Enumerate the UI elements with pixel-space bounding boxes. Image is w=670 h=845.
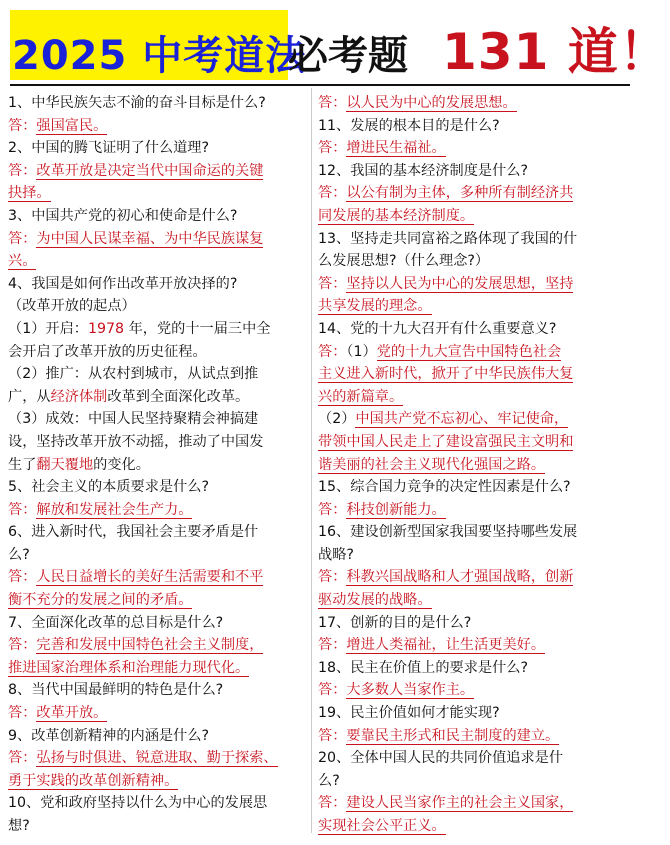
question-line: 8、当代中国最鲜明的特色是什么?: [8, 682, 224, 699]
answer-line: [318, 341, 624, 364]
text-line: [8, 408, 308, 431]
question-line: 7、全面深化改革的总目标是什么?: [8, 614, 224, 631]
answer-label: 答：: [8, 705, 37, 722]
answer-line: [8, 702, 308, 725]
answer-line: [318, 92, 624, 115]
answer-text: 带领中国人民走上了建设富强民主文明和: [318, 433, 574, 450]
text-segment: 的变化。: [93, 456, 150, 473]
text-segment: 生了: [8, 456, 37, 473]
question-line: 10、党和政府坚持以什么为中心的发展思: [8, 795, 268, 812]
text-line: [8, 363, 308, 386]
answer-line: [318, 431, 624, 454]
answer-text: 共享发展的理念。: [318, 298, 432, 315]
answer-text: 弘扬与时俱进、锐意进取、勤于探索、: [36, 750, 278, 767]
answer-line: [8, 499, 308, 522]
text-line: [8, 318, 308, 341]
answer-line: [318, 182, 624, 205]
answer-prefix: （1）: [346, 343, 377, 360]
text-segment: 会开启了改革开放的历史征程。: [8, 343, 207, 360]
question-line: 14、党的十九大召开有什么重要意义?: [318, 320, 557, 337]
answer-label: 答：: [318, 501, 347, 518]
text-segment: （2）推广：从农村到城市，从试点到推: [8, 366, 259, 383]
answer-line: [318, 634, 624, 657]
text-line: [8, 295, 308, 318]
question-line: 4、我国是如何作出改革开放决择的?: [8, 275, 238, 292]
answer-line: [318, 295, 624, 318]
right-column: [318, 92, 624, 838]
answer-line: [318, 205, 624, 228]
question-line: 1、中华民族矢志不渝的奋斗目标是什么?: [8, 95, 266, 111]
question-line: 18、民主在价值上的要求是什么?: [318, 659, 529, 676]
answer-line: [318, 499, 624, 522]
answer-line: [8, 566, 308, 589]
answer-text: 建设人民当家作主的社会主义国家，: [346, 795, 574, 812]
answer-text: 驱动发展的战略。: [318, 592, 432, 609]
answer-line: [8, 634, 308, 657]
question-line: 15、综合国力竞争的决定性因素是什么?: [318, 479, 571, 496]
answer-label: 答：: [8, 637, 37, 654]
answer-text: 抉择。: [8, 185, 51, 202]
answer-label: 答：: [318, 95, 347, 111]
answer-text: 增进人类福祉，让生活更美好。: [346, 637, 546, 654]
answer-label: 答：: [8, 750, 37, 767]
answer-text: 大多数人当家作主。: [346, 682, 475, 699]
question-line: 么?: [318, 772, 340, 789]
highlight-text: 1978: [87, 320, 125, 337]
question-line: 2、中国的腾飞证明了什么道理?: [8, 140, 209, 157]
question-line: 5、社会主义的本质要求是什么?: [8, 479, 209, 496]
answer-label: 答：: [8, 117, 37, 134]
answer-text: 主义进入新时代，掀开了中华民族伟大复: [318, 366, 574, 383]
answer-label: 答：: [318, 275, 347, 292]
title-part1: 2025 中考道法: [12, 33, 307, 79]
answer-line: [318, 589, 624, 612]
answer-prefix: （2）: [318, 411, 356, 428]
text-segment: （3）成效：中国人民坚持聚精会神搞建: [8, 411, 259, 428]
answer-line: [8, 250, 308, 273]
answer-text: 衡不充分的发展之间的矛盾。: [8, 592, 193, 609]
text-segment: 改革到全面深化改革。: [107, 388, 250, 405]
answer-text: 兴。: [8, 253, 37, 270]
answer-label: 答：: [8, 162, 37, 179]
answer-label: 答：: [318, 140, 347, 157]
answer-text: 人民日益增长的美好生活需要和不平: [36, 569, 264, 586]
answer-line: [318, 566, 624, 589]
text-segment: 广，从: [8, 388, 51, 405]
answer-label: 答：: [318, 343, 347, 360]
answer-text: 中国共产党不忘初心、牢记使命，: [355, 411, 569, 428]
question-line: 么?: [8, 546, 30, 563]
answer-text: 坚持以人民为中心的发展思想，坚持: [346, 275, 574, 292]
text-line: [8, 341, 308, 364]
answer-line: [318, 273, 624, 296]
question-line: 13、坚持走共同富裕之路体现了我国的什: [318, 230, 578, 247]
question-line: 想?: [8, 818, 30, 834]
text-line: [8, 431, 308, 454]
answer-line: [8, 747, 308, 770]
question-line: 3、中国共产党的初心和使命是什么?: [8, 207, 238, 224]
answer-text: 科教兴国战略和人才强国战略，创新: [346, 569, 574, 586]
answer-text: 以人民为中心的发展思想。: [346, 95, 517, 111]
answer-label: 答：: [318, 682, 347, 699]
answer-line: [318, 454, 624, 477]
title-part3: 131 道！: [442, 23, 670, 81]
text-segment: 年，党的十一届三中全: [124, 320, 271, 337]
question-line: 11、发展的根本目的是什么?: [318, 117, 500, 134]
question-line: 战略?: [318, 546, 354, 563]
answer-text: 科技创新能力。: [346, 501, 446, 518]
answer-label: 答：: [318, 637, 347, 654]
question-line: 19、民主价值如何才能实现?: [318, 705, 500, 722]
answer-text: 增进民生福祉。: [346, 140, 446, 157]
text-segment: 设，坚持改革开放不动摇，推动了中国发: [8, 433, 264, 450]
answer-text: 党的十九大宣告中国特色社会: [376, 343, 562, 360]
answer-text: 勇于实践的改革创新精神。: [8, 772, 179, 789]
text-line: [8, 454, 308, 477]
answer-line: [8, 770, 308, 793]
answer-line: [8, 160, 308, 183]
answer-text: 完善和发展中国特色社会主义制度，: [36, 637, 264, 654]
answer-text: 兴的新篇章。: [318, 388, 404, 405]
answer-label: 答：: [318, 569, 347, 586]
text-line: [8, 386, 308, 409]
question-line: 20、全体中国人民的共同价值追求是什: [318, 750, 564, 767]
answer-line: [8, 657, 308, 680]
answer-label: 答：: [318, 795, 347, 812]
answer-line: [318, 386, 624, 409]
column-divider: [311, 88, 312, 833]
question-line: 么发展思想?（什么理念?）: [318, 253, 490, 270]
text-segment: （改革开放的起点）: [8, 298, 136, 315]
answer-text: 推进国家治理体系和治理能力现代化。: [8, 659, 250, 676]
text-segment: （1）开启：: [8, 320, 88, 337]
question-line: 12、我国的基本经济制度是什么?: [318, 162, 529, 179]
answer-line: [318, 792, 624, 815]
question-line: 16、建设创新型国家我国要坚持哪些发展: [318, 524, 578, 541]
answer-text: 为中国人民谋幸福、为中华民族谋复: [36, 230, 264, 247]
answer-text: 改革开放是决定当代中国命运的关键: [36, 162, 264, 179]
answer-text: 要靠民主形式和民主制度的建立。: [346, 727, 560, 744]
answer-label: 答：: [8, 501, 37, 518]
question-line: 6、进入新时代，我国社会主要矛盾是什: [8, 524, 259, 541]
answer-text: 谐美丽的社会主义现代化强国之路。: [318, 456, 546, 473]
answer-line: [318, 408, 624, 431]
title-underline: [10, 84, 630, 86]
answer-line: [8, 115, 308, 138]
title-part2: 必考题: [288, 33, 408, 79]
answer-line: [318, 363, 624, 386]
question-line: 9、改革创新精神的内涵是什么?: [8, 727, 209, 744]
left-column: [8, 92, 308, 838]
answer-text: 实现社会公平正义。: [318, 818, 446, 834]
answer-text: 改革开放。: [36, 705, 108, 722]
answer-line: [8, 182, 308, 205]
answer-label: 答：: [318, 727, 347, 744]
answer-line: [318, 815, 624, 838]
answer-line: [318, 679, 624, 702]
highlight-text: 经济体制: [50, 388, 108, 405]
answer-text: 以公有制为主体，多种所有制经济共: [346, 185, 574, 202]
answer-line: [8, 589, 308, 612]
answer-line: [318, 725, 624, 748]
answer-text: 解放和发展社会生产力。: [36, 501, 193, 518]
question-line: 17、创新的目的是什么?: [318, 614, 472, 631]
answer-text: 同发展的基本经济制度。: [318, 207, 475, 224]
answer-text: 强国富民。: [36, 117, 108, 134]
answer-label: 答：: [8, 569, 37, 586]
answer-line: [8, 228, 308, 251]
answer-label: 答：: [318, 185, 347, 202]
answer-line: [318, 137, 624, 160]
answer-label: 答：: [8, 230, 37, 247]
title-banner: [0, 0, 670, 86]
highlight-text: 翻天覆地: [36, 456, 94, 473]
